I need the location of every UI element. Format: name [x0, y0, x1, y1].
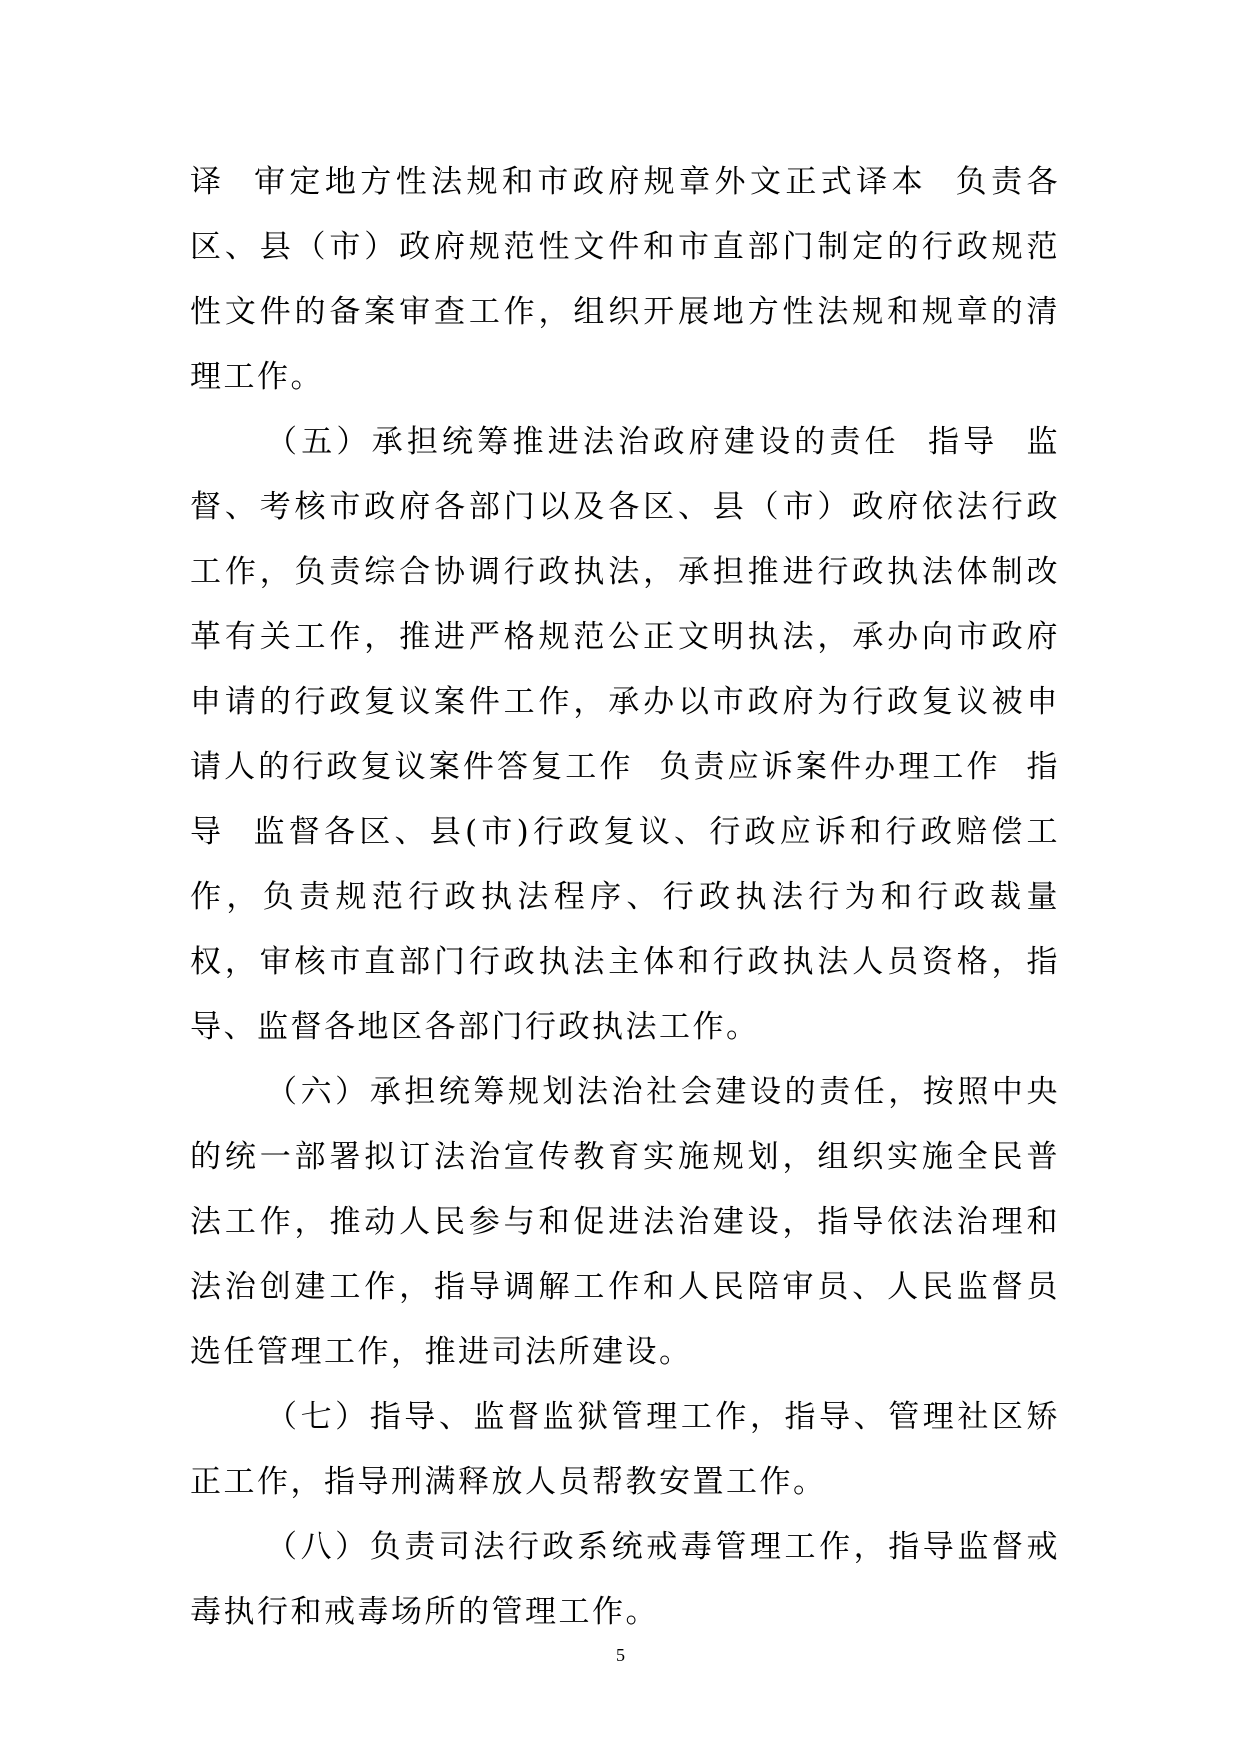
- page-number: 5: [616, 1645, 625, 1665]
- paragraph-six: （六）承担统筹规划法治社会建设的责任，按照中央的统一部署拟订法治宣传教育实施规划，组织实施全民普法工作，推动人民参与和促进法治建设，指导依法治理和法治创建工作，指导调解工作和人民陪审员、人民监督员选任管理工作，推进司法所建设。: [190, 1074, 1060, 1370]
- paragraph-continued: 译 审定地方性法规和市政府规章外文正式译本 负责各区、县（市）政府规范性文件和市直部门制定的行政规范性文件的备案审查工作，组织开展地方性法规和规章的清理工作。: [190, 164, 1060, 395]
- paragraph-five: （五）承担统筹推进法治政府建设的责任 指导 监督、考核市政府各部门以及各区、县（市）政府依法行政工作，负责综合协调行政执法，承担推进行政执法体制改革有关工作，推进严格规范公正文明执法，承办向市政府申请的行政复议案件工作，承办以市政府为行政复议被申请人的行政复议案件答复工作 负责应诉案件办理工作 指导 监督各区、县(市)行政复议、行政应诉和行政赔偿工作，负责规范行政执法程序、行政执法行为和行政裁量权，审核市直部门行政执法主体和行政执法人员资格，指导、监督各地区各部门行政执法工作。: [190, 424, 1060, 1045]
- paragraph-eight: （八）负责司法行政系统戒毒管理工作，指导监督戒毒执行和戒毒场所的管理工作。: [190, 1529, 1060, 1630]
- document-body: [190, 150, 1060, 1645]
- paragraph-seven: （七）指导、监督监狱管理工作，指导、管理社区矫正工作，指导刑满释放人员帮教安置工作。: [190, 1399, 1060, 1500]
